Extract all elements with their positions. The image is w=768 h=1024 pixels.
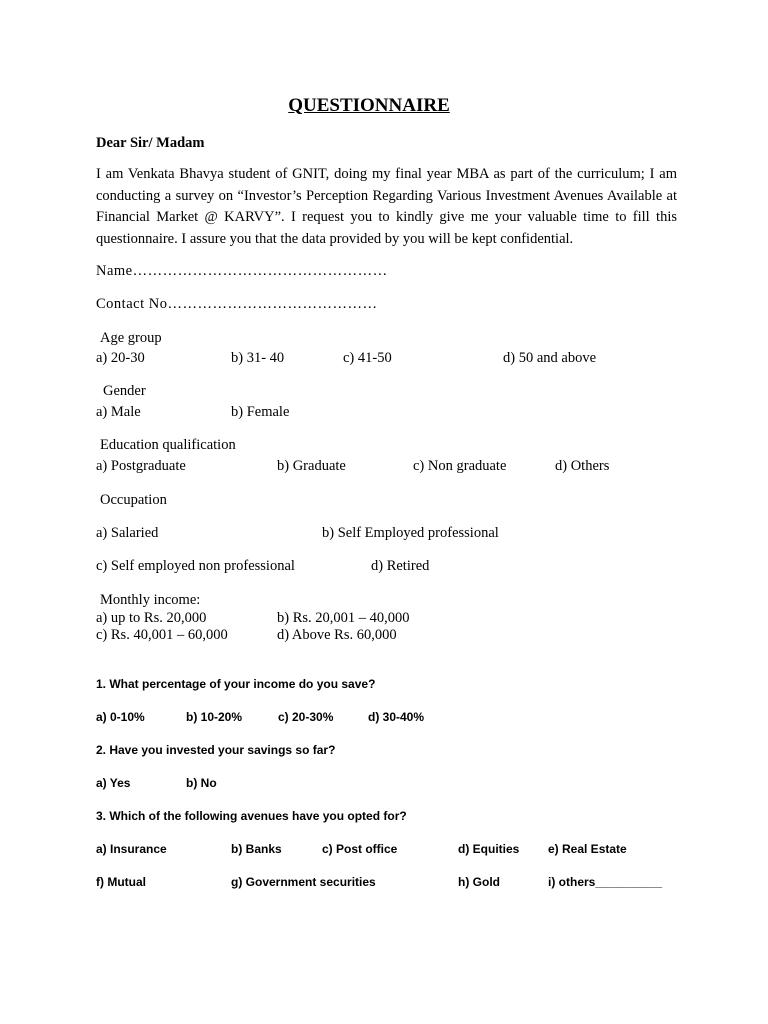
income-option[interactable]: b) Rs. 20,001 – 40,000 xyxy=(277,610,410,626)
education-option[interactable]: a) Postgraduate xyxy=(96,458,186,474)
q3-option[interactable]: h) Gold xyxy=(458,875,500,889)
income-option[interactable]: d) Above Rs. 60,000 xyxy=(277,627,397,643)
q3-option[interactable]: e) Real Estate xyxy=(548,842,627,856)
q3-option[interactable]: i) others__________ xyxy=(548,875,663,889)
occupation-option[interactable]: a) Salaried xyxy=(96,525,159,541)
contact-field[interactable]: Contact No…………………………………… xyxy=(96,296,378,312)
q3-option[interactable]: d) Equities xyxy=(458,842,520,856)
occupation-option[interactable]: d) Retired xyxy=(371,558,430,574)
page-title: QUESTIONNAIRE xyxy=(288,95,450,116)
salutation: Dear Sir/ Madam xyxy=(96,135,205,151)
education-label: Education qualification xyxy=(100,437,236,453)
q3-option[interactable]: b) Banks xyxy=(231,842,282,856)
q1-option[interactable]: a) 0-10% xyxy=(96,710,145,724)
intro-paragraph: I am Venkata Bhavya student of GNIT, doing my final year MBA as part of the curriculum; I am conducting a survey on “Investor’s Perception Regarding Various Investment Avenues Available at Financial Market @ KARVY”. I request you to kindly give me your valuable time to fill this questionnaire. I assure you that the data provided by you will be kept confidential. xyxy=(96,166,677,248)
q2-option[interactable]: a) Yes xyxy=(96,776,131,790)
occupation-option[interactable]: b) Self Employed professional xyxy=(322,525,499,541)
age-option[interactable]: a) 20-30 xyxy=(96,350,145,366)
income-label: Monthly income: xyxy=(100,592,201,608)
education-option[interactable]: c) Non graduate xyxy=(413,458,507,474)
q1-option[interactable]: d) 30-40% xyxy=(368,710,425,724)
q3-option[interactable]: c) Post office xyxy=(322,842,398,856)
education-option[interactable]: b) Graduate xyxy=(277,458,346,474)
age-option[interactable]: b) 31- 40 xyxy=(231,350,285,366)
question-3: 3. Which of the following avenues have you opted for? xyxy=(96,809,407,823)
q3-option[interactable]: f) Mutual xyxy=(96,875,146,889)
income-option[interactable]: c) Rs. 40,001 – 60,000 xyxy=(96,627,228,643)
income-option[interactable]: a) up to Rs. 20,000 xyxy=(96,610,207,626)
age-option[interactable]: c) 41-50 xyxy=(343,350,392,366)
gender-label: Gender xyxy=(103,383,146,399)
name-field[interactable]: Name…………………………………………… xyxy=(96,263,388,279)
age-option[interactable]: d) 50 and above xyxy=(503,350,597,366)
question-1: 1. What percentage of your income do you save? xyxy=(96,677,376,691)
q3-option[interactable]: a) Insurance xyxy=(96,842,167,856)
q2-option[interactable]: b) No xyxy=(186,776,217,790)
education-option[interactable]: d) Others xyxy=(555,458,610,474)
gender-option[interactable]: b) Female xyxy=(231,404,290,420)
occupation-option[interactable]: c) Self employed non professional xyxy=(96,558,295,574)
q1-option[interactable]: b) 10-20% xyxy=(186,710,243,724)
q1-option[interactable]: c) 20-30% xyxy=(278,710,334,724)
q3-option[interactable]: g) Government securities xyxy=(231,875,376,889)
occupation-label: Occupation xyxy=(100,492,167,508)
gender-option[interactable]: a) Male xyxy=(96,404,141,420)
question-2: 2. Have you invested your savings so far? xyxy=(96,743,336,757)
age-group-label: Age group xyxy=(100,330,162,346)
